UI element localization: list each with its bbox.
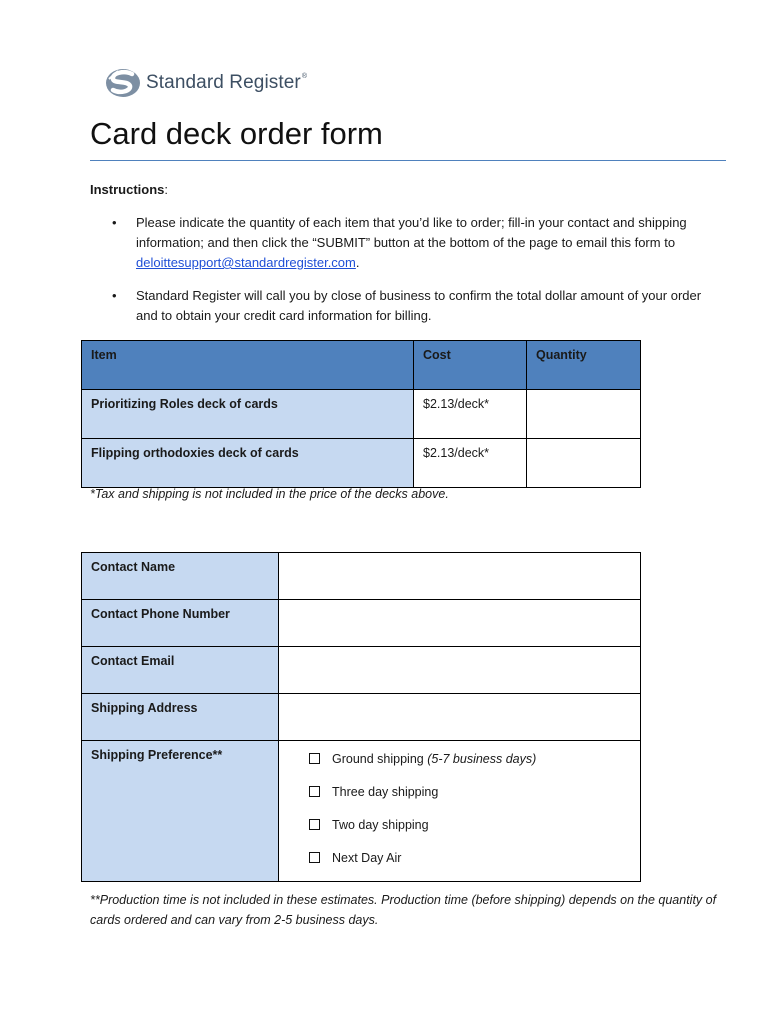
shipping-preference-row (82, 741, 641, 882)
checkbox-icon[interactable] (309, 852, 320, 863)
contact-name-row (82, 553, 641, 600)
instruction-text-2: Standard Register will call you by close of business to confirm the total dollar amount of your order and to obtain your credit card information for billing. (136, 288, 702, 323)
brand-logo (104, 66, 307, 100)
brand-name: Standard Register® (146, 72, 308, 93)
shipping-option-three-day[interactable] (288, 775, 631, 808)
shipping-address-input[interactable] (279, 694, 641, 741)
contact-table (81, 552, 641, 882)
quantity-input[interactable] (527, 390, 641, 439)
price-footnote: *Tax and shipping is not included in the price of the decks above. (90, 487, 449, 501)
checkbox-icon[interactable] (309, 753, 320, 764)
option-label: Three day shipping (332, 784, 439, 799)
table-row (82, 390, 641, 439)
contact-phone-label: Contact Phone Number (82, 600, 279, 647)
item-cost: $2.13/deck* (414, 390, 527, 439)
option-label: Next Day Air (332, 850, 402, 865)
shipping-option-two-day[interactable] (288, 808, 631, 841)
instruction-text-1: Please indicate the quantity of each item that you’d like to order; fill-in your contact and shipping information; and then click the “SUBMIT” button at the bottom of the page to email this form to deloittesupport@standardregister.com. (136, 215, 687, 270)
header-quantity: Quantity (527, 341, 641, 390)
table-row (82, 439, 641, 488)
item-name: Prioritizing Roles deck of cards (82, 390, 414, 439)
option-note: (5-7 business days) (427, 751, 537, 766)
shipping-address-label: Shipping Address (82, 694, 279, 741)
support-email-link[interactable]: deloittesupport@standardregister.com (136, 255, 356, 270)
header-item: Item (82, 341, 414, 390)
contact-name-input[interactable] (279, 553, 641, 600)
bullet-icon: • (112, 288, 117, 303)
order-table (81, 340, 641, 488)
contact-email-label: Contact Email (82, 647, 279, 694)
instruction-bullet-2 (90, 286, 726, 328)
quantity-input[interactable] (527, 439, 641, 488)
option-label: Two day shipping (332, 817, 429, 832)
checkbox-icon[interactable] (309, 819, 320, 830)
production-footnote: **Production time is not included in these estimates. Production time (before shipping) depends on the quantity of cards ordered and can vary from 2-5 business days. (90, 893, 717, 927)
contact-email-input[interactable] (279, 647, 641, 694)
title-divider (90, 160, 726, 161)
contact-name-label: Contact Name (82, 553, 279, 600)
page-title: Card deck order form (90, 116, 383, 151)
instructions-heading: Instructions: (90, 182, 169, 197)
contact-phone-input[interactable] (279, 600, 641, 647)
shipping-preference-label: Shipping Preference** (82, 741, 279, 882)
checkbox-icon[interactable] (309, 786, 320, 797)
shipping-option-ground[interactable] (288, 742, 631, 775)
instruction-bullet-1 (90, 213, 726, 275)
shipping-option-next-day[interactable] (288, 841, 631, 874)
bullet-icon: • (112, 215, 117, 230)
item-name: Flipping orthodoxies deck of cards (82, 439, 414, 488)
item-cost: $2.13/deck* (414, 439, 527, 488)
header-cost: Cost (414, 341, 527, 390)
contact-email-row (82, 647, 641, 694)
option-label: Ground shipping (332, 751, 424, 766)
shipping-address-row (82, 694, 641, 741)
standard-register-logo-icon (104, 67, 142, 99)
contact-phone-row (82, 600, 641, 647)
order-table-header (82, 341, 641, 390)
shipping-options (279, 741, 641, 882)
